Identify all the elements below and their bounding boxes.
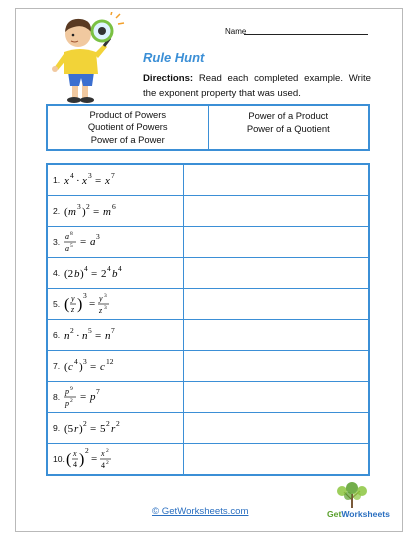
svg-text:x: x — [72, 449, 77, 458]
svg-text:(5: (5 — [64, 423, 74, 435]
word-bank-right — [208, 106, 369, 149]
svg-text:p: p — [65, 387, 70, 396]
svg-text:z: z — [71, 305, 75, 314]
problem-row — [48, 351, 368, 382]
problem-number: 8. — [53, 392, 61, 402]
worksheet-title: Rule Hunt — [143, 50, 205, 65]
child-magnifier-illustration — [44, 12, 130, 104]
word-bank-item: Product of Powers — [89, 108, 167, 120]
svg-text:2: 2 — [83, 419, 87, 428]
svg-text:2: 2 — [105, 448, 109, 454]
problem-row — [48, 227, 368, 258]
answer-cell[interactable] — [184, 413, 368, 443]
svg-text:b: b — [74, 268, 80, 280]
answer-cell[interactable] — [184, 165, 368, 195]
problem-number: 5. — [53, 299, 61, 309]
svg-text:4: 4 — [118, 264, 122, 273]
svg-text:2: 2 — [84, 446, 89, 455]
getworksheets-logo-text: GetWorksheets — [327, 509, 390, 519]
svg-text:·: · — [76, 175, 80, 187]
svg-text:(2: (2 — [64, 268, 74, 280]
svg-text:(: ( — [65, 451, 72, 468]
problem-expression — [48, 258, 184, 288]
svg-text:5: 5 — [88, 326, 92, 335]
svg-text:y: y — [99, 294, 103, 303]
answer-cell[interactable] — [184, 289, 368, 319]
svg-text:=: = — [80, 236, 87, 248]
svg-text:·: · — [76, 330, 80, 342]
svg-text:12: 12 — [106, 357, 114, 366]
word-bank-item: Power of a Product — [248, 110, 329, 121]
svg-text:): ) — [79, 361, 83, 373]
word-bank-item: Power of a Quotient — [246, 122, 330, 134]
problem-expression — [48, 165, 184, 195]
svg-text:): ) — [78, 451, 85, 468]
svg-text:): ) — [80, 268, 84, 280]
svg-text:4: 4 — [107, 264, 111, 273]
word-bank — [46, 104, 370, 151]
equation-5 — [64, 290, 174, 318]
svg-text:p: p — [90, 391, 96, 403]
equation-2 — [64, 200, 174, 222]
svg-text:7: 7 — [111, 171, 115, 180]
svg-text:3: 3 — [77, 202, 81, 211]
equation-3 — [64, 229, 174, 255]
svg-text:c: c — [68, 361, 74, 373]
equation-10 — [66, 445, 176, 473]
answer-cell[interactable] — [184, 320, 368, 350]
svg-text:=: = — [91, 268, 98, 280]
svg-text:=: = — [89, 298, 96, 310]
problem-row — [48, 165, 368, 196]
svg-text:y: y — [71, 294, 75, 303]
problem-expression — [48, 382, 184, 412]
answer-cell[interactable] — [184, 258, 368, 288]
directions — [143, 71, 371, 101]
svg-text:4: 4 — [100, 461, 105, 470]
problem-expression — [48, 413, 184, 443]
svg-text:r: r — [111, 423, 116, 435]
svg-text:(: ( — [64, 206, 68, 218]
svg-text:n: n — [105, 330, 111, 342]
problem-number: 10. — [53, 454, 65, 464]
svg-text:n: n — [64, 330, 70, 342]
svg-text:2: 2 — [86, 202, 90, 211]
answer-cell[interactable] — [184, 382, 368, 412]
svg-text:6: 6 — [112, 202, 116, 211]
svg-text:(: ( — [64, 296, 70, 313]
problem-row — [48, 258, 368, 289]
svg-text:): ) — [77, 296, 83, 313]
svg-text:a: a — [65, 244, 70, 253]
svg-text:5: 5 — [100, 423, 106, 435]
problem-expression — [48, 227, 184, 257]
problem-number: 2. — [53, 206, 61, 216]
svg-text:m: m — [68, 206, 77, 218]
problem-row — [48, 320, 368, 351]
problem-number: 4. — [53, 268, 61, 278]
svg-text:a: a — [65, 232, 70, 241]
problem-expression — [48, 444, 184, 474]
svg-text:3: 3 — [83, 357, 87, 366]
svg-text:r: r — [74, 423, 79, 435]
directions-label: Directions: — [143, 73, 194, 84]
problem-expression — [48, 351, 184, 381]
svg-text:7: 7 — [96, 387, 100, 396]
svg-text:4: 4 — [84, 264, 88, 273]
problem-row — [48, 382, 368, 413]
word-bank-left — [48, 106, 208, 149]
problem-expression — [48, 289, 184, 319]
svg-text:=: = — [95, 330, 102, 342]
svg-text:c: c — [100, 361, 106, 373]
problem-expression — [48, 320, 184, 350]
svg-text:n: n — [82, 330, 88, 342]
answer-cell[interactable] — [184, 227, 368, 257]
svg-text:=: = — [93, 206, 100, 218]
svg-text:2: 2 — [70, 398, 73, 404]
svg-text:2: 2 — [101, 268, 107, 280]
answer-cell[interactable] — [184, 444, 368, 474]
svg-text:4: 4 — [70, 171, 74, 180]
svg-text:x: x — [64, 175, 70, 187]
svg-text:4: 4 — [74, 357, 78, 366]
answer-cell[interactable] — [184, 351, 368, 381]
svg-text:8: 8 — [70, 231, 73, 237]
equation-7 — [64, 355, 174, 377]
svg-text:b: b — [112, 268, 118, 280]
svg-text:z: z — [99, 306, 103, 315]
svg-text:3: 3 — [88, 171, 92, 180]
svg-text:x: x — [105, 175, 111, 187]
svg-text:4: 4 — [72, 460, 77, 469]
svg-text:3: 3 — [104, 293, 107, 299]
svg-text:=: = — [90, 423, 97, 435]
svg-text:=: = — [90, 361, 97, 373]
svg-text:2: 2 — [116, 419, 120, 428]
equation-4 — [64, 262, 174, 284]
problem-number: 3. — [53, 237, 61, 247]
svg-text:3: 3 — [104, 305, 107, 311]
problem-row — [48, 289, 368, 320]
svg-text:x: x — [82, 175, 88, 187]
svg-text:7: 7 — [111, 326, 115, 335]
directions-text: Read each completed example. Write the exponent property that was used. — [143, 73, 371, 99]
svg-text:): ) — [79, 423, 83, 435]
equation-6 — [64, 324, 174, 346]
problem-number: 9. — [53, 423, 61, 433]
footer-site-link[interactable]: © GetWorksheets.com — [152, 506, 249, 517]
word-bank-item: Quotient of Powers — [87, 121, 168, 133]
answer-grid — [46, 163, 370, 476]
problem-number: 7. — [53, 361, 61, 371]
svg-text:): ) — [82, 206, 86, 218]
equation-9 — [64, 417, 174, 439]
svg-text:3: 3 — [96, 232, 100, 241]
problem-row — [48, 196, 368, 227]
svg-text:2: 2 — [106, 419, 110, 428]
svg-text:(: ( — [64, 361, 68, 373]
svg-text:x: x — [100, 449, 105, 458]
svg-text:2: 2 — [105, 460, 109, 466]
svg-text:2: 2 — [70, 326, 74, 335]
svg-text:=: = — [90, 453, 98, 465]
answer-cell[interactable] — [184, 196, 368, 226]
name-line[interactable] — [244, 34, 368, 35]
problem-expression — [48, 196, 184, 226]
problem-number: 6. — [53, 330, 61, 340]
svg-text:=: = — [80, 391, 87, 403]
svg-text:=: = — [95, 175, 102, 187]
problem-row — [48, 413, 368, 444]
problem-number: 1. — [53, 175, 61, 185]
svg-text:m: m — [103, 206, 112, 218]
svg-text:9: 9 — [70, 386, 73, 392]
equation-1 — [64, 169, 174, 191]
svg-text:a: a — [90, 236, 96, 248]
svg-text:5: 5 — [70, 243, 73, 249]
word-bank-item: Power of a Power — [90, 133, 165, 145]
equation-8 — [64, 384, 174, 410]
problem-row — [48, 444, 368, 474]
svg-text:3: 3 — [83, 291, 87, 300]
svg-text:p: p — [65, 399, 70, 408]
name-label: Name — [225, 27, 247, 36]
